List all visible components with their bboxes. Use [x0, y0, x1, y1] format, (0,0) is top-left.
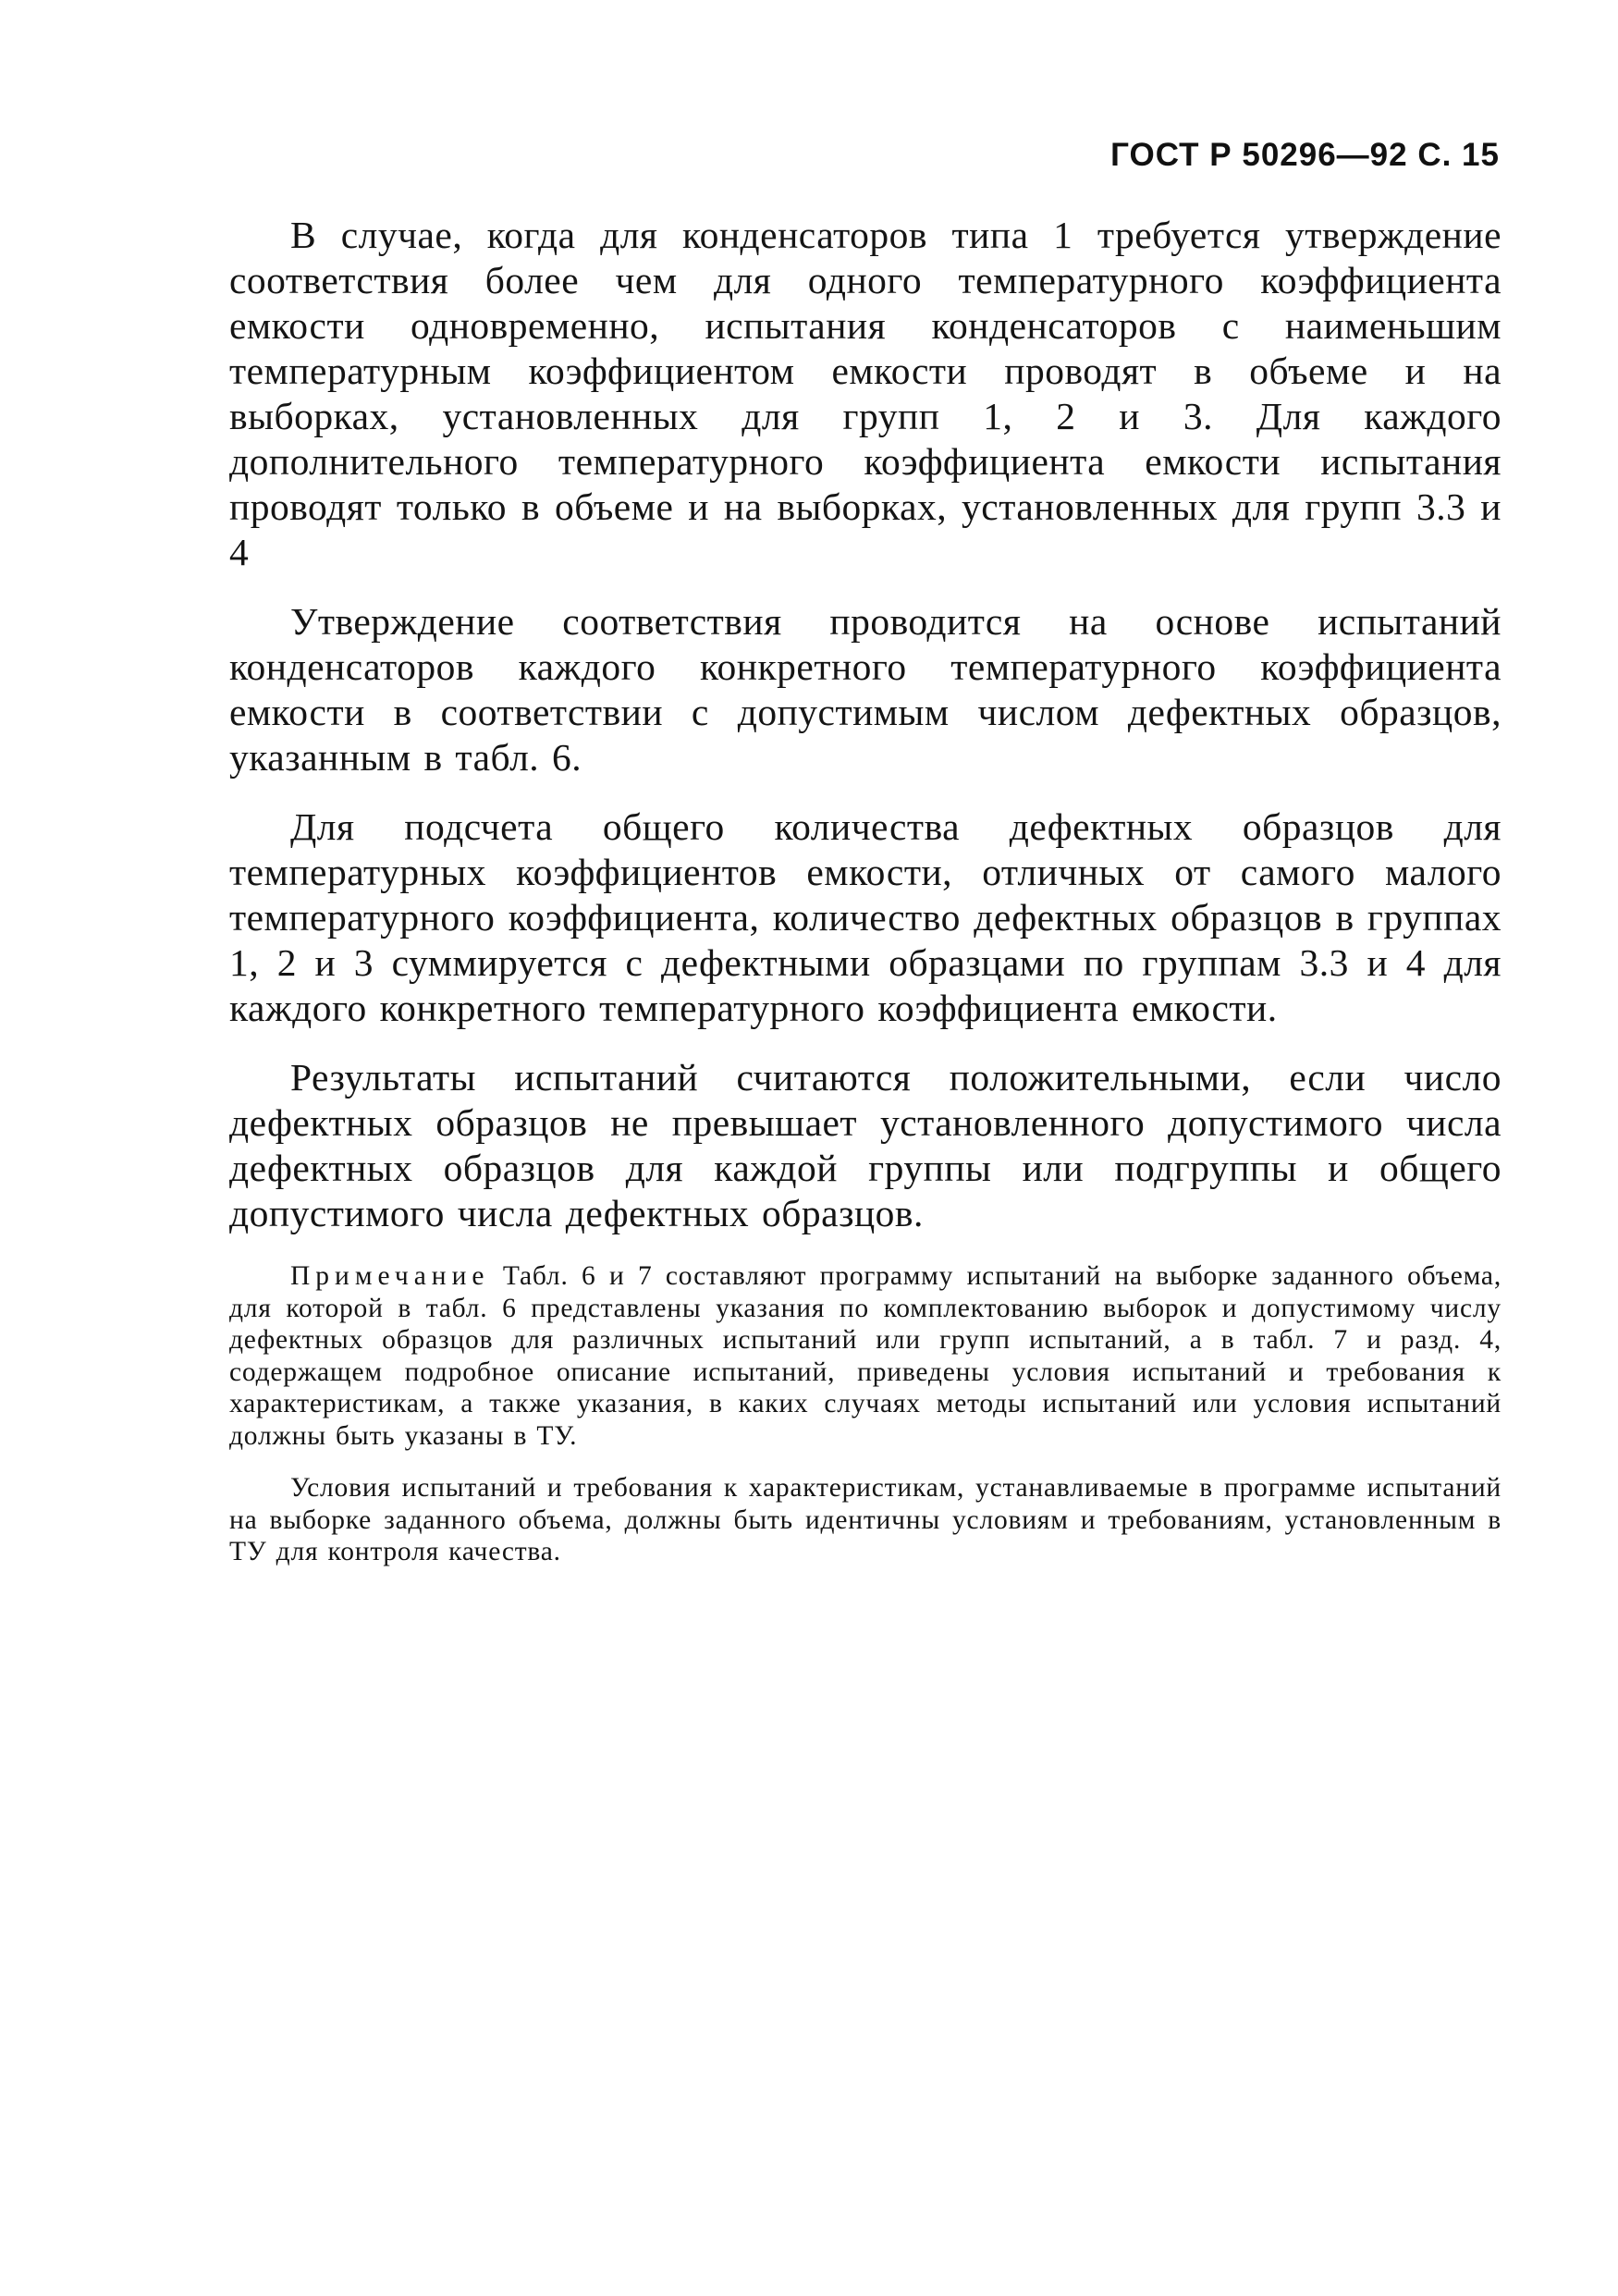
note-label: Примечание	[290, 1261, 490, 1291]
paragraph-4: Результаты испытаний считаются положительными, если число дефектных образцов не превышает установленного допустимого числа дефектных образцов для каждой группы или подгруппы и общего допустимого числа дефектных образцов.	[229, 1056, 1502, 1234]
paragraph-3: Для подсчета общего количества дефектных образцов для температурных коэффициентов емкости, отличных от самого малого температурного коэффициента, количество дефектных образцов в группах 1, 2 и 3 суммируется с дефектными образцами по группам 3.3 и 4 для каждого конкретного температурного коэффициента емкости.	[229, 805, 1502, 1029]
final-paragraph: Условия испытаний и требования к характеристикам, устанавливаемые в программе испытаний на выборке заданного объема, должны быть идентичны условиям и требованиям, установленным в ТУ для контроля качества.	[229, 1473, 1502, 1566]
body-text	[229, 213, 1502, 1568]
note-text: Табл. 6 и 7 составляют программу испытаний на выборке заданного объема, для которой в табл. 6 представлены указания по комплектованию выборок и допустимому числу дефектных образцов для различных испытаний или групп испытаний, а в табл. 7 и разд. 4, содержащем подробное описание испытаний, приведены условия испытаний и требования к характеристикам, а также указания, в каких случаях методы испытаний или условия испытаний должны быть указаны в ТУ.	[229, 1261, 1502, 1451]
note-block	[229, 1260, 1502, 1452]
page-header: ГОСТ Р 50296—92 С. 15	[1110, 137, 1500, 173]
paragraph-1: В случае, когда для конденсаторов типа 1 требуется утверждение соответствия более чем для одного температурного коэффициента емкости одновременно, испытания конденсаторов с наименьшим температурным коэффициентом емкости проводят в объеме и на выборках, установленных для групп 1, 2 и 3. Для каждого дополнительного температурного коэффициента емкости испытания проводят только в объеме и на выборках, установленных для групп 3.3 и 4	[229, 214, 1502, 573]
paragraph-2: Утверждение соответствия проводится на основе испытаний конденсаторов каждого конкретного температурного коэффициента емкости в соответствии с допустимым числом дефектных образцов, указанным в табл. 6.	[229, 600, 1502, 779]
